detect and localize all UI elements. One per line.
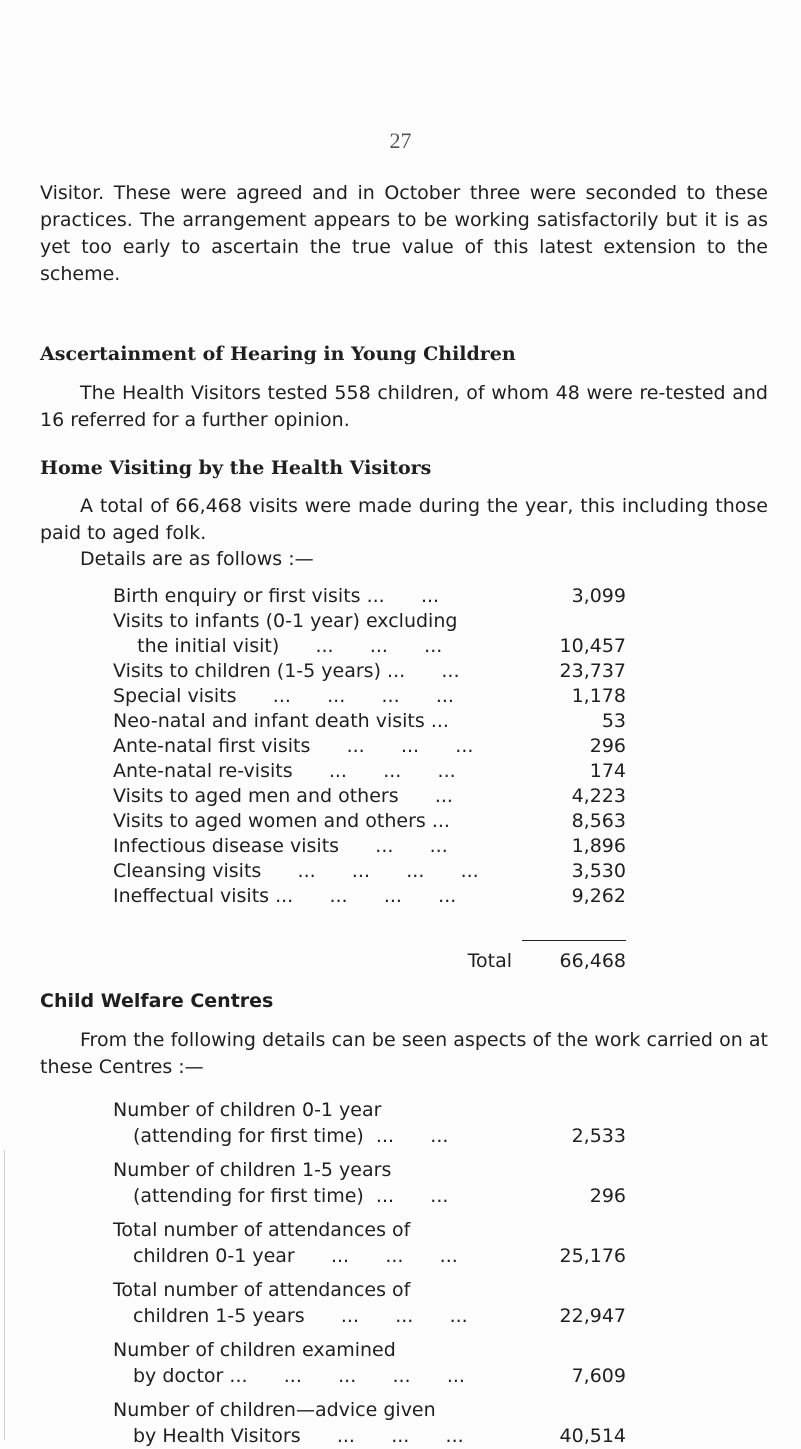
row-value: 23,737 [559, 660, 626, 682]
row-label-line2: by Health Visitors ... ... ... [133, 1425, 464, 1447]
row-label: the initial visit) ... ... ... [113, 635, 443, 657]
row-label: Visits to infants (0-1 year) excluding [113, 610, 458, 632]
row-label: Ante-natal first visits ... ... ... [113, 735, 474, 757]
home-visiting-paragraph: A total of 66,468 visits were made during the year, this including those paid to aged folk. [40, 495, 768, 544]
row-value: 1,896 [571, 835, 626, 857]
row-label-line1: Total number of attendances of [113, 1219, 411, 1241]
row-label: Neo-natal and infant death visits ... [113, 710, 449, 732]
child-welfare-heading: Child Welfare Centres [40, 990, 274, 1012]
row-label-line2: by doctor ... ... ... ... ... [133, 1365, 465, 1387]
row-label: Cleansing visits ... ... ... ... [113, 860, 479, 882]
row-value: 4,223 [571, 785, 626, 807]
row-value: 9,262 [571, 885, 626, 907]
total-label: Total [467, 950, 512, 972]
row-value: 2,533 [571, 1125, 626, 1147]
row-value: 296 [589, 735, 626, 757]
row-label: Ante-natal re-visits ... ... ... [113, 760, 456, 782]
row-label-line1: Number of children 0-1 year [113, 1099, 382, 1121]
table-row [113, 1337, 626, 1389]
row-label-line1: Number of children—advice given [113, 1399, 436, 1421]
total-rule [522, 940, 626, 941]
row-value: 3,530 [571, 860, 626, 882]
row-value: 40,514 [559, 1425, 626, 1447]
row-label-line2: children 0-1 year ... ... ... [133, 1245, 458, 1267]
total-value: 66,468 [559, 950, 626, 972]
row-value: 296 [589, 1185, 626, 1207]
hearing-paragraph: The Health Visitors tested 558 children, of whom 48 were re-tested and 16 referred for a further opinion. [40, 382, 768, 431]
table-row [113, 1397, 626, 1449]
row-value: 1,178 [571, 685, 626, 707]
row-label: Special visits ... ... ... ... [113, 685, 454, 707]
row-label-line1: Number of children 1-5 years [113, 1159, 392, 1181]
row-label: Infectious disease visits ... ... [113, 835, 448, 857]
row-label: Ineffectual visits ... ... ... ... [113, 885, 457, 907]
details-intro: Details are as follows :— [80, 548, 314, 570]
scan-edge-line [4, 1150, 5, 1440]
row-value: 3,099 [571, 585, 626, 607]
table-row [113, 1157, 626, 1209]
page-number: 27 [389, 128, 412, 153]
home-visiting-heading: Home Visiting by the Health Visitors [40, 457, 432, 479]
row-label-line1: Total number of attendances of [113, 1279, 411, 1301]
intro-paragraph: Visitor. These were agreed and in October three were seconded to these practices. The arrangement appears to be working satisfactorily but it is as yet too early to ascertain the true value of this latest extension to the scheme. [40, 182, 768, 285]
row-value: 10,457 [559, 635, 626, 657]
row-value: 7,609 [571, 1365, 626, 1387]
row-value: 22,947 [559, 1305, 626, 1327]
row-value: 25,176 [559, 1245, 626, 1267]
row-label-line2: (attending for first time) ... ... [133, 1185, 449, 1207]
table-row [113, 1277, 626, 1329]
row-label-line2: children 1-5 years ... ... ... [133, 1305, 468, 1327]
table-row [113, 1217, 626, 1269]
row-label-line2: (attending for first time) ... ... [133, 1125, 449, 1147]
row-label: Visits to children (1-5 years) ... ... [113, 660, 460, 682]
row-value: 53 [601, 710, 626, 732]
row-label-line1: Number of children examined [113, 1339, 396, 1361]
row-label: Visits to aged men and others ... [113, 785, 453, 807]
table-row [113, 1097, 626, 1149]
hearing-heading: Ascertainment of Hearing in Young Children [40, 343, 516, 365]
row-label: Visits to aged women and others ... [113, 810, 450, 832]
row-value: 8,563 [571, 810, 626, 832]
row-value: 174 [589, 760, 626, 782]
child-welfare-paragraph: From the following details can be seen aspects of the work carried on at these Centres :— [40, 1029, 768, 1078]
row-label: Birth enquiry or first visits ... ... [113, 585, 440, 607]
